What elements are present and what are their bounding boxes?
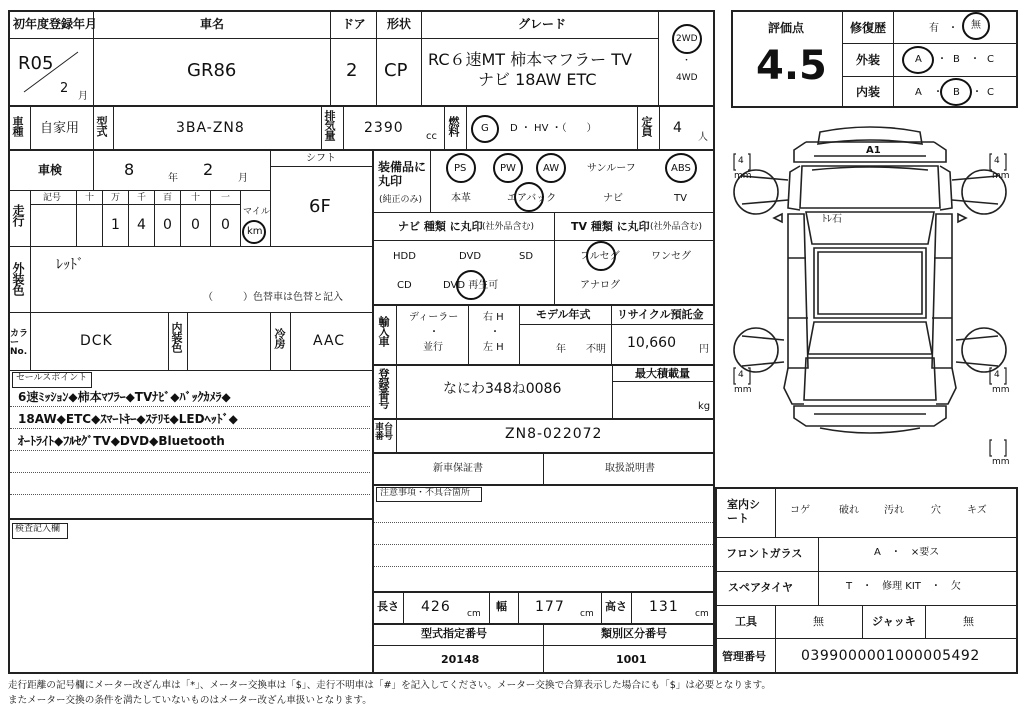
inspection-month: 2	[203, 160, 214, 179]
drive-2wd: 2WD	[676, 34, 698, 44]
mileage-header-2: 千	[137, 193, 147, 203]
color-no-label: カラーNo.	[10, 329, 29, 357]
exterior-dot1: ・	[937, 54, 947, 65]
equip-airbag: エアバック	[507, 193, 557, 204]
tv-analog: アナログ	[580, 280, 620, 291]
tire-fr-num: 4	[994, 156, 1000, 166]
fuel-rest: D ・ HV ・（ ）	[510, 123, 597, 134]
chassis-value: ZN8-022072	[505, 426, 603, 442]
length-unit: cm	[467, 609, 481, 619]
exterior-label: 外装	[856, 53, 881, 67]
width-unit: cm	[580, 609, 594, 619]
import-dealer: ディーラー	[409, 312, 459, 323]
equipment-sub: (純正のみ)	[379, 195, 423, 205]
windshield-label: フロントガラス	[726, 547, 803, 560]
equip-sunroof: サンルーフ	[587, 163, 636, 174]
tire-fl-num: 4	[738, 156, 744, 166]
km-label: km	[247, 226, 263, 237]
first-reg-year: R05	[18, 53, 54, 74]
import-dot2: ・	[490, 327, 500, 338]
sales-line-3: ｵｰﾄﾗｲﾄ◆ﾌﾙｾｸﾞTV◆DVD◆Bluetooth	[18, 434, 225, 448]
recycle-yen: 円	[699, 344, 709, 355]
import-dot1: ・	[429, 327, 439, 338]
interior-dot1: ・	[933, 87, 943, 98]
cabin-item-2: 汚れ	[884, 505, 904, 516]
type-designation-label: 型式指定番号	[421, 627, 487, 640]
ac-label: 冷房	[273, 328, 286, 348]
length-label: 長さ	[377, 600, 399, 613]
equip-aw: AW	[543, 163, 560, 174]
mileage-digit-5: 0	[221, 217, 230, 233]
score-label: 評価点	[768, 21, 805, 35]
height-label: 高さ	[605, 600, 627, 613]
model-year-label: モデル年式	[536, 308, 591, 321]
equipment-label: 装備品に丸印	[378, 160, 427, 189]
category-label: 類別区分番号	[601, 627, 667, 640]
mileage-header-4: 十	[191, 193, 201, 203]
tire-fr-mm: mm	[992, 171, 1010, 181]
mark-a1: A1	[866, 145, 881, 156]
fuel-g: G	[481, 123, 489, 134]
windshield-value: A ・ ×要ス	[874, 547, 940, 558]
repair-yes: 有	[929, 23, 939, 34]
mileage-header-1: 万	[111, 193, 121, 203]
exterior-color-label: 外装色	[11, 262, 25, 295]
import-right-h: 右 H	[483, 312, 504, 323]
height-unit: cm	[695, 609, 709, 619]
exterior-color-note: （ ）色替車は色替と記入	[203, 292, 343, 303]
score-value: 4.5	[756, 43, 827, 89]
tire-rr-mm: mm	[992, 385, 1010, 395]
exterior-color-value: ﾚｯﾄﾞ	[56, 257, 84, 273]
tools-label: 工具	[735, 615, 757, 628]
footer-line-2: またメーター交換の条件を満たしていないものはメーター改ざん車扱いとなります。	[8, 695, 372, 706]
tire-rl-mm: mm	[734, 385, 752, 395]
doors-label: ドア	[342, 17, 366, 31]
interior-color-label: 内装色	[170, 322, 183, 352]
inspection-label: 車検	[38, 163, 63, 177]
displacement-value: 2390	[364, 120, 404, 136]
navi-dvd-play: DVD 再生可	[443, 280, 499, 291]
width-label: 幅	[496, 600, 507, 613]
footer-line-1: 走行距離の記号欄にメーター改ざん車は「*」、メーター交換車は「$」、走行不明車は「#」を記入してください。メーター交換で合算表示した場合にも「$」は必要となります。	[8, 680, 771, 691]
exterior-c: C	[987, 54, 994, 65]
mgmt-label: 管理番号	[722, 650, 766, 663]
interior-label: 内装	[856, 85, 881, 99]
equip-leather: 本革	[451, 193, 471, 204]
mileage-label: 走行	[11, 204, 25, 226]
mileage-header-3: 百	[163, 193, 173, 203]
equip-pw: PW	[500, 163, 516, 174]
equip-tv: TV	[674, 193, 687, 204]
tv-fullseg: フルセグ	[580, 251, 620, 262]
recycle-label: リサイクル預託金	[617, 308, 704, 321]
notes-label: 検査記入欄	[15, 524, 61, 534]
mark-note: ﾄﾚ石	[822, 214, 842, 225]
sales-line-1: 6速ﾐｯｼｮﾝ◆柿本ﾏﾌﾗｰ◆TVﾅﾋﾞ◆ﾊﾞｯｸｶﾒﾗ◆	[18, 390, 231, 404]
model-year-unit: 年	[556, 344, 566, 355]
mileage-header-5: 一	[221, 193, 231, 203]
navi-label: ナビ 種類 に丸印	[398, 220, 483, 233]
caution-label: 注意事項・不具合箇所	[380, 488, 471, 498]
navi-cd: CD	[397, 280, 412, 291]
interior-a: A	[915, 87, 922, 98]
spare-label: スペアタイヤ	[728, 581, 794, 594]
shift-value: 6F	[309, 196, 331, 217]
shape-label: 形状	[387, 17, 412, 31]
first-reg-month-unit: 月	[78, 91, 88, 102]
fuel-label: 燃料	[447, 116, 460, 136]
tv-label: TV 種類 に丸印	[571, 220, 650, 233]
length-value: 426	[421, 599, 451, 615]
jack-label: ジャッキ	[872, 615, 916, 628]
exterior-b: B	[953, 54, 960, 65]
recycle-value: 10,660	[627, 335, 676, 351]
mgmt-value: 0399000001000005492	[801, 648, 980, 664]
grade-line1: RC６速MT 柿本マフラー TV	[428, 50, 632, 69]
mileage-digit-3: 0	[163, 217, 172, 233]
cabin-item-3: 穴	[931, 505, 941, 516]
import-left-h: 左 H	[483, 342, 504, 353]
tire-fl-mm: mm	[734, 171, 752, 181]
repair-label: 修復歴	[850, 21, 887, 35]
width-value: 177	[535, 599, 565, 615]
shape-value: CP	[384, 60, 408, 81]
tire-spare-mm: mm	[992, 457, 1010, 467]
tire-rr-num: 4	[994, 370, 1000, 380]
usage-value: 自家用	[40, 121, 80, 136]
usage-label: 車種	[11, 116, 24, 136]
mileage-digit-2: 4	[137, 217, 146, 233]
inspection-month-unit: 月	[238, 173, 248, 184]
capacity-label: 定員	[640, 116, 653, 136]
capacity-value: 4	[673, 120, 682, 136]
equip-navi: ナビ	[603, 193, 623, 204]
displacement-unit: cc	[426, 131, 437, 142]
type-designation-value: 20148	[441, 653, 480, 666]
equip-ps: PS	[454, 163, 467, 174]
first-reg-label: 初年度登録年月	[13, 17, 98, 31]
exterior-a: A	[915, 54, 922, 65]
cabin-seat-label: 室内シート	[727, 498, 760, 526]
height-value: 131	[649, 599, 679, 615]
navi-hdd: HDD	[393, 251, 416, 262]
max-load-kg: kg	[698, 401, 711, 412]
tools-value: 無	[813, 615, 824, 628]
category-value: 1001	[616, 653, 647, 666]
tire-rl-num: 4	[738, 370, 744, 380]
equip-abs: ABS	[671, 163, 691, 174]
interior-dot2: ・	[972, 87, 982, 98]
grade-label: グレード	[518, 17, 567, 31]
displacement-label: 排気量	[323, 110, 336, 140]
doc-manual: 取扱説明書	[605, 463, 655, 474]
tv-oneseg: ワンセグ	[651, 251, 691, 262]
car-name-label: 車名	[200, 17, 225, 31]
registration-label: 登録番号	[377, 368, 390, 408]
max-load-label: 最大積載量	[635, 367, 690, 380]
car-name: GR86	[187, 60, 237, 81]
capacity-unit: 人	[698, 132, 708, 143]
chassis-label: 車台番号	[375, 423, 394, 442]
tv-sub: (社外品含む)	[650, 222, 703, 232]
sales-line-2: 18AW◆ETC◆ｽﾏｰﾄｷｰ◆ｽﾃﾘﾓ◆LEDﾍｯﾄﾞ◆	[18, 412, 238, 426]
ac-value: AAC	[313, 333, 346, 349]
inspection-year: 8	[124, 160, 135, 179]
shift-label: シフト	[306, 153, 336, 164]
sales-label: セールスポイント	[16, 373, 88, 383]
import-parallel: 並行	[423, 342, 443, 353]
mileage-header-0: 十	[85, 193, 95, 203]
mileage-symbol-label: 記号	[43, 193, 62, 203]
repair-dot: ・	[948, 23, 958, 34]
drive-4wd: 4WD	[676, 73, 698, 83]
doors-value: 2	[346, 60, 358, 81]
first-reg-month: 2	[60, 81, 69, 96]
sheet-main-border	[8, 10, 715, 674]
drive-dot: ・	[682, 56, 692, 66]
repair-no: 無	[971, 20, 981, 31]
exterior-dot2: ・	[970, 54, 980, 65]
cabin-item-0: コゲ	[790, 505, 810, 516]
spare-value: T ・ 修理 KIT ・ 欠	[846, 581, 961, 592]
navi-sub: (社外品含む)	[482, 222, 535, 232]
navi-dvd: DVD	[459, 251, 482, 262]
grade-line2: ナビ 18AW ETC	[478, 70, 597, 89]
model-year-unknown: 不明	[586, 344, 606, 355]
diagonal-slash	[22, 48, 82, 98]
car-condition-diagram	[722, 118, 1022, 482]
inspection-year-unit: 年	[168, 173, 178, 184]
interior-b: B	[953, 87, 960, 98]
navi-sd: SD	[519, 251, 534, 262]
model-value: 3BA-ZN8	[176, 120, 245, 136]
import-label: 輸入車	[377, 316, 390, 346]
jack-value: 無	[963, 615, 974, 628]
cabin-item-1: 破れ	[839, 505, 859, 516]
model-label: 型式	[95, 116, 108, 136]
doc-warranty: 新車保証書	[433, 463, 483, 474]
mileage-digit-1: 1	[111, 217, 120, 233]
mile-label: マイル	[243, 207, 270, 217]
cabin-item-4: キズ	[967, 505, 987, 516]
mileage-digit-4: 0	[191, 217, 200, 233]
interior-c: C	[987, 87, 994, 98]
registration-value: なにわ348ね0086	[443, 381, 562, 397]
color-no-value: DCK	[80, 333, 113, 349]
